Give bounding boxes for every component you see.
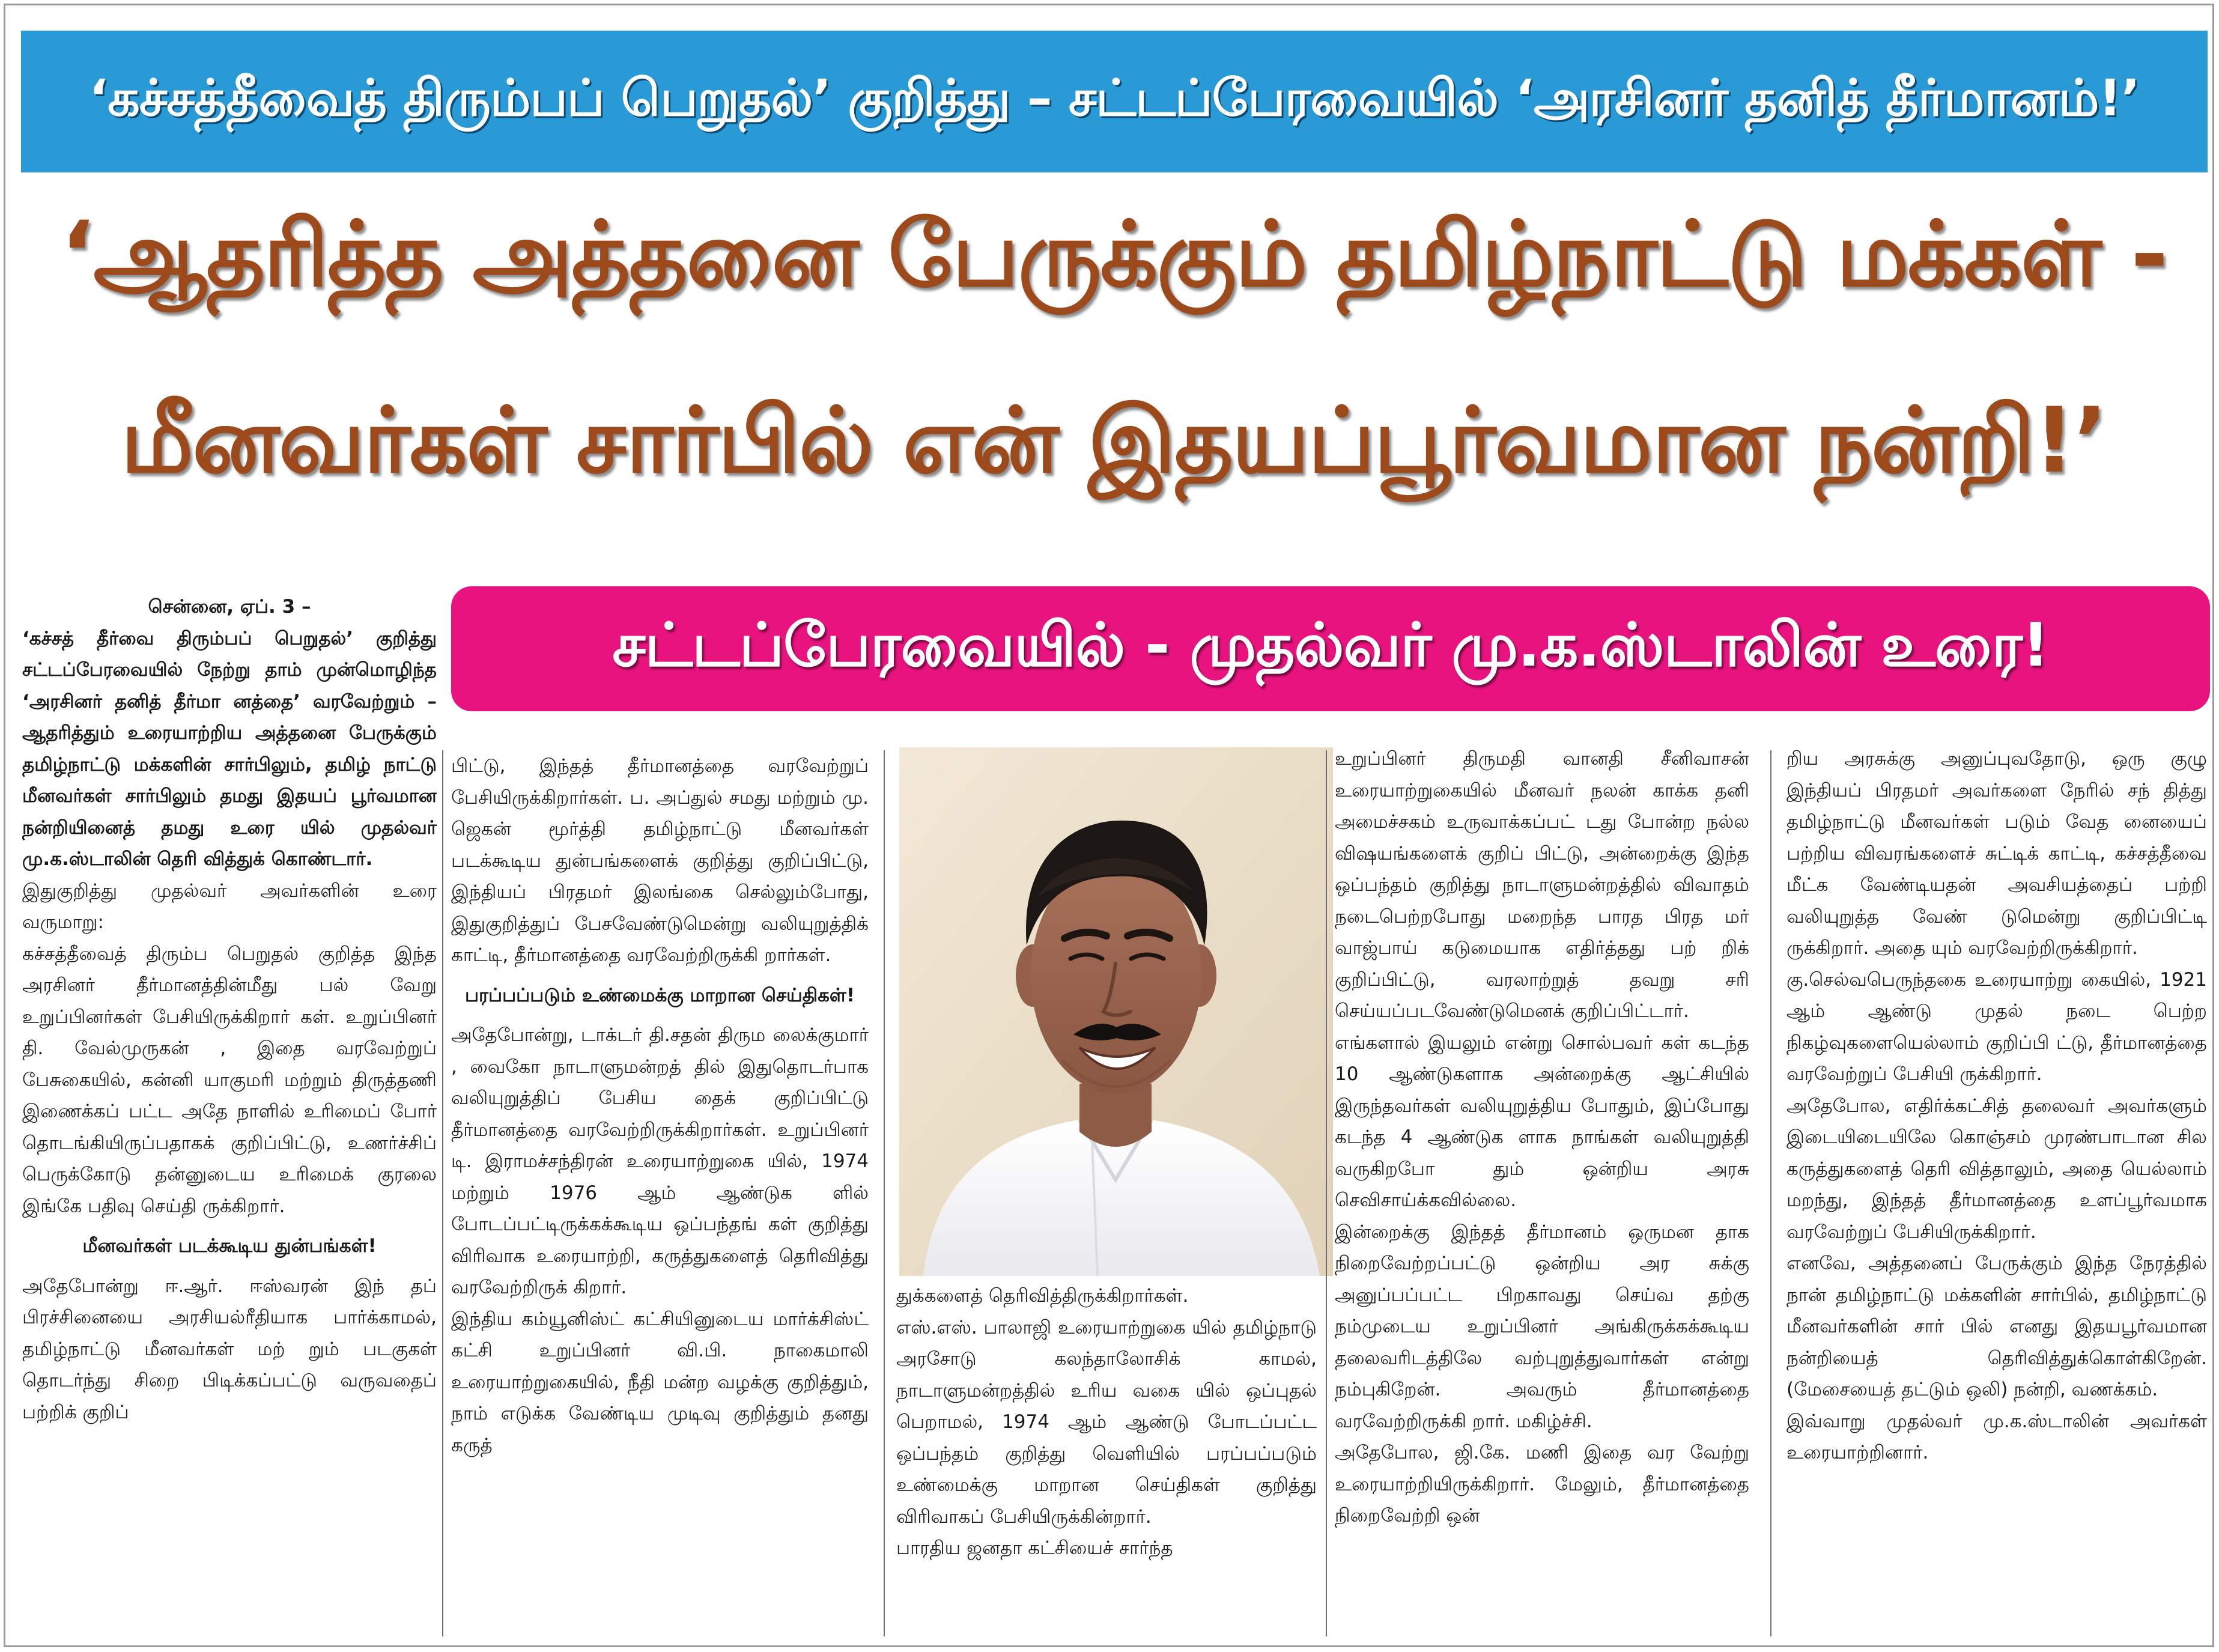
paragraph: இன்றைக்கு இந்தத் தீர்மானம் ஒருமன தாக நிறைவேற்றப்பட்டு ஒன்றிய அர சுக்கு அனுப்பப்பட்ட பிறகாவது செய்வ தற்கு நம்முடைய உறுப்பினர் அங்கிருக்கக்கூடிய தலைவரிடத்திலே வற்புறுத்துவார்கள் என்று நம்புகிறேன். அவரும் தீர்மானத்தை வரவேற்றிருக்கி றார். மகிழ்ச்சி. [1335,1221,1749,1432]
paragraph: அதேபோல, ஜி.கே. மணி இதை வர வேற்று உரையாற்றியிருக்கிறார். மேலும், தீர்மானத்தை நிறைவேற்றி ஒன் [1335,1442,1749,1526]
portrait-photo [899,747,1333,1276]
article-column-2 [451,750,869,1639]
column-divider [884,750,885,1636]
paragraph: அதேபோன்று, டாக்டர் தி.சதன் திரும லைக்குமார் , வைகோ நாடாளுமன்றத் தில் இதுதொடர்பாக வலியுறுத்திப் பேசிய தைக் குறிப்பிட்டு தீர்மானத்தை வரவேற்றிருக்கிறார்கள். உறுப்பினர் டி. இராமச்சந்திரன் உரையாற்றுகை யில், 1974 மற்றும் 1976 ஆம் ஆண்டுக ளில் போடப்பட்டிருக்கக்கூடிய ஒப்பந்தங் கள் குறித்து விரிவாக உரையாற்றி, கருத்துகளைத் தெரிவித்து வரவேற்றிருக் கிறார். [451,1024,869,1298]
article-column-5 [1786,743,2207,1639]
paragraph: எங்களால் இயலும் என்று சொல்பவர் கள் கடந்த 10 ஆண்டுகளாக அன்றைக்கு ஆட்சியில் இருந்தவர்கள் வலியுறுத்திய போதும், இப்போது கடந்த 4 ஆண்டுக ளாக நாங்கள் வலியுறுத்தி வருகிறபோ தும் ஒன்றிய அரசு செவிசாய்க்கவில்லை. [1335,1031,1749,1211]
paragraph: பாரதிய ஜனதா கட்சியைச் சார்ந்த [896,1537,1173,1559]
top-banner [21,31,2208,172]
paragraph: அதேபோல, எதிர்க்கட்சித் தலைவர் அவர்களும் இடையிடையிலே கொஞ்சம் முரண்பாடான சில கருத்துகளைத் தெரி வித்தாலும், அதை யெல்லாம் மறந்து, இந்தத் தீர்மானத்தை உளப்பூர்வமாக வரவேற்றுப் பேசியிருக்கிறார். [1786,1095,2207,1243]
column-divider [1770,750,1771,1636]
newspaper-page [4,4,2214,1647]
paragraph: கு.செல்வபெருந்தகை உரையாற்று கையில், 1921 ஆம் ஆண்டு முதல் நடை பெற்ற நிகழ்வுகளையெல்லாம் குறிப்பி ட்டு, தீர்மானத்தை வரவேற்றுப் பேசியி ருக்கிறார். [1786,968,2207,1085]
subheading: மீனவர்கள் படக்கூடிய துன்பங்கள்! [82,1235,377,1257]
dateline: சென்னை, ஏப். 3 – [148,596,311,618]
paragraph: இந்திய கம்யூனிஸ்ட் கட்சியினுடைய மார்க்சிஸ்ட் கட்சி உறுப்பினர் வி.பி. நாகைமாலி உரையாற்றுகையில், நீதி மன்ற வழக்கு குறித்தும், நாம் எடுக்க வேண்டிய முடிவு குறித்தும் தனது கருத் [451,1308,869,1456]
banner-title: ‘கச்சத்தீவைத் திரும்பப் பெறுதல்’ குறித்து – சட்டப்பேரவையில் ‘அரசினர் தனித் தீர்மானம்!’ [89,68,2140,127]
portrait-illustration [899,747,1333,1276]
paragraph: இவ்வாறு முதல்வர் மு.க.ஸ்டாலின் அவர்கள் உரையாற்றினார். [1786,1410,2207,1463]
paragraph: எஸ்.எஸ். பாலாஜி உரையாற்றுகை யில் தமிழ்நாடு அரசோடு கலந்தாலோசிக் காமல், நாடாளுமன்றத்தில் உரிய வகை யில் ஒப்புதல் பெறாமல், 1974 ஆம் ஆண்டு போடப்பட்ட ஒப்பந்தம் குறித்து வெளியில் பரப்பப்படும் உண்மைக்கு மாறான செய்திகள் குறித்து விரிவாகப் பேசியிருக்கின்றார். [896,1316,1317,1528]
paragraph: இதுகுறித்து முதல்வர் அவர்களின் உரை வருமாறு: [22,879,437,933]
subheading: பரப்பப்படும் உண்மைக்கு மாறான செய்திகள்! [464,984,855,1006]
paragraph: கச்சத்தீவைத் திரும்ப பெறுதல் குறித்த இந்த அரசினர் தீர்மானத்தின்மீது பல் வேறு உறுப்பினர்கள் பேசியிருக்கிறார் கள். உறுப்பினர் தி. வேல்முருகன் , இதை வரவேற்றுப் பேசுகையில், கன்னி யாகுமரி மற்றும் திருத்தணி இணைக்கப் பட்ட அதே நாளில் உரிமைப் போர் தொடங்கியிருப்பதாகக் குறிப்பிட்டு, உணர்ச்சிப் பெருக்கோடு தன்னுடைய உரிமைக் குரலை இங்கே பதிவு செய்தி ருக்கிறார். [22,943,437,1217]
sub-banner-title: சட்டப்பேரவையில் - முதல்வர் மு.க.ஸ்டாலின் உரை! [612,609,2049,680]
paragraph: அதேபோன்று ஈ.ஆர். ஈஸ்வரன் இந் தப் பிரச்சினையை அரசியல்ரீதியாக பார்க்காமல், தமிழ்நாட்டு மீனவர்கள் மற் றும் படகுகள் தொடர்ந்து சிறை பிடிக்கப்பட்டு வருவதைப் பற்றிக் குறிப் [22,1275,437,1423]
main-headline-line-1: ‘ஆதரித்த அத்தனை பேருக்கும் தமிழ்நாட்டு மக்கள் - [60,202,2167,307]
main-headline-line-2: மீனவர்கள் சார்பில் என் இதயப்பூர்வமான நன்றி!’ [121,389,2107,493]
paragraph: உறுப்பினர் திருமதி வானதி சீனிவாசன் உரையாற்றுகையில் மீனவர் நலன் காக்க தனி அமைச்சகம் உருவாக்கப்பட் டது போன்ற நல்ல விஷயங்களைக் குறிப் பிட்டு, அன்றைக்கு இந்த ஒப்பந்தம் குறித்து நாடாளுமன்றத்தில் விவாதம் நடைபெற்றபோது மறைந்த பாரத பிரத மர் வாஜ்பாய் கடுமையாக எதிர்த்தது பற் றிக் குறிப்பிட்டு, வரலாற்றுத் தவறு சரி செய்யப்படவேண்டுமெனக் குறிப்பிட்டார். [1335,748,1749,1022]
sub-banner [451,586,2210,711]
lead-paragraph: ‘கச்சத் தீர்வை திரும்பப் பெறுதல்’ குறித்து சட்டப்பேரவையில் நேற்று தாம் முன்மொழிந்த ‘அரசினர் தனித் தீர்மா னத்தை’ வரவேற்றும் – ஆதரித்தும் உரையாற்றிய அத்தனை பேருக்கும் தமிழ்நாட்டு மக்களின் சார்பிலும், தமிழ் நாட்டு மீனவர்கள் சார்பிலும் தமது இதயப் பூர்வமான நன்றியினைத் தமது உரை யில் முதல்வர் மு.க.ஸ்டாலின் தெரி வித்துக் கொண்டார். [22,627,437,870]
paragraph: பிட்டு, இந்தத் தீர்மானத்தை வரவேற்றுப் பேசியிருக்கிறார்கள். ப. அப்துல் சமது மற்றும் மு. ஜெகன் மூர்த்தி தமிழ்நாட்டு மீனவர்கள் படக்கூடிய துன்பங்களைக் குறித்து குறிப்பிட்டு, இந்தியப் பிரதமர் இலங்கை செல்லும்போது, இதுகுறித்துப் பேசவேண்டுமென்று வலியுறுத்திக் காட்டி, தீர்மானத்தை வரவேற்றிருக்கி றார்கள். [451,755,869,966]
article-column-3 [896,1280,1317,1639]
paragraph: எனவே, அத்தனைப் பேருக்கும் இந்த நேரத்தில் நான் தமிழ்நாட்டு மக்களின் சார்பில், தமிழ்நாட்டு மீனவர்களின் சார் பில் எனது இதயபூர்வமான நன்றியைத் தெரிவித்துக்கொள்கிறேன். (மேசையைத் தட்டும் ஒலி) நன்றி, வணக்கம். [1786,1253,2207,1400]
column-divider [1326,750,1327,1636]
article-column-1 [22,591,437,1639]
article-column-4 [1335,743,1749,1639]
paragraph: றிய அரசுக்கு அனுப்புவதோடு, ஒரு குழு இந்தியப் பிரதமர் அவர்களை நேரில் சந் தித்து தமிழ்நாட்டு மீனவர்கள் படும் வேத னையைப் பற்றிய விவரங்களைச் சுட்டிக் காட்டி, கச்சத்தீவை மீட்க வேண்டியதன் அவசியத்தைப் பற்றி வலியுறுத்த வேண் டுமென்று குறிப்பிட்டி ருக்கிறார். அதை யும் வரவேற்றிருக்கிறார். [1786,748,2207,959]
column-divider [442,750,443,1636]
paragraph: துக்களைத் தெரிவித்திருக்கிறார்கள். [896,1285,1189,1307]
